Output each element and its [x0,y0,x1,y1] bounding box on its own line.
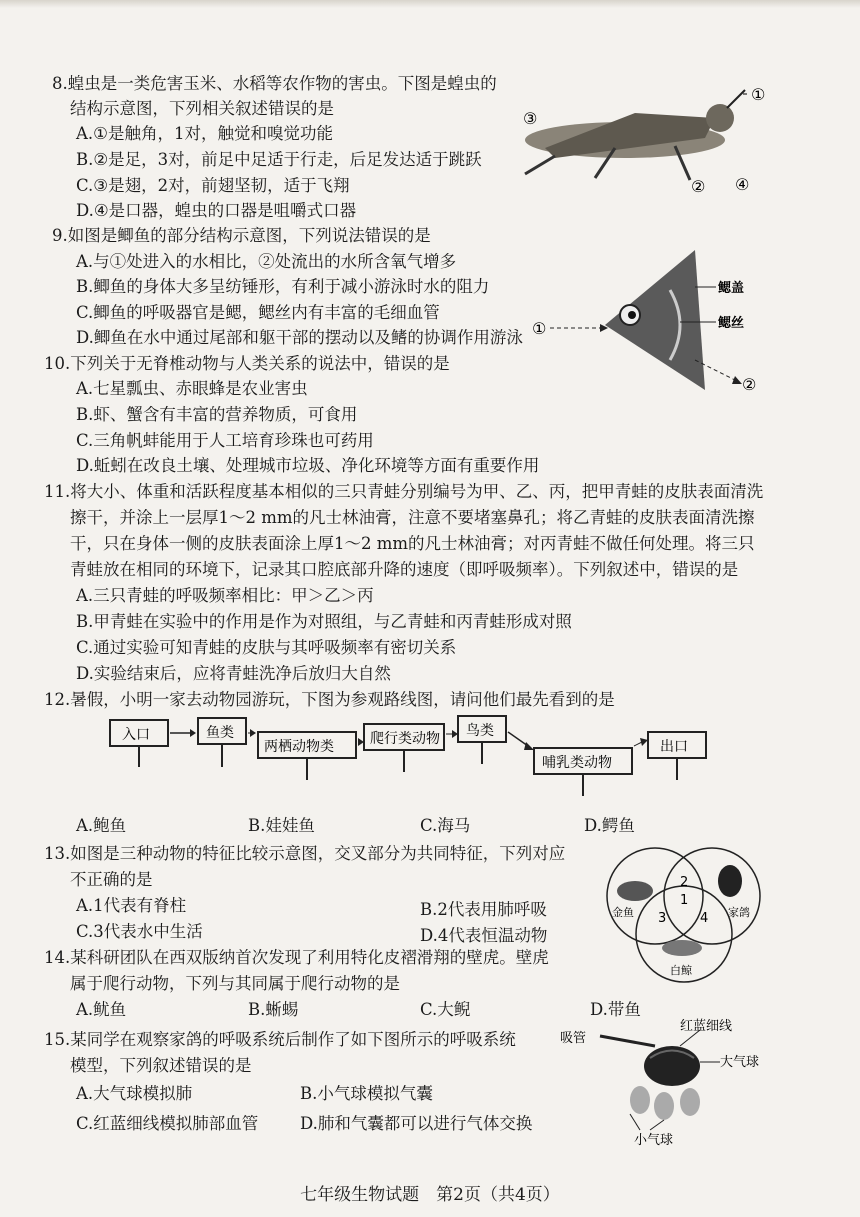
q13-option-c: C.3代表水中生活 [76,922,203,941]
locust-label-1: ① [751,85,766,104]
q9-option-d: D.鲫鱼在水中通过尾部和躯干部的摆动以及鳍的协调作用游泳 [76,328,523,347]
route-box-entrance [110,720,168,767]
svg-text:入口: 入口 [122,727,150,743]
svg-text:出口: 出口 [660,739,688,755]
q11-option-c: C.通过实验可知青蛙的皮肤与其呼吸频率有密切关系 [76,638,457,657]
breathing-model-figure [560,1018,780,1148]
dolphin-image [662,940,702,956]
q10-option-c: C.三角帆蚌能用于人工培育珍珠也可药用 [76,431,374,450]
q8-option-a: A.①是触角，1对，触觉和嗅觉功能 [76,124,333,143]
fish-head [605,250,705,390]
q15-option-d: D.肺和气囊都可以进行气体交换 [300,1114,533,1133]
route-box-amphibians [258,732,356,780]
locust-label-3: ③ [523,109,538,128]
venn-number-2: 2 [680,875,689,890]
q11-stem-line3: 干，只在身体一侧的皮肤表面涂上厚1～2 mm的凡士林油膏；对丙青蛙不做任何处理。将三只 [70,534,755,553]
venn-number-1: 1 [680,893,689,908]
q10-option-b: B.虾、蟹含有丰富的营养物质，可食用 [76,405,358,424]
q13-stem-line1: 13.如图是三种动物的特征比较示意图，交叉部分为共同特征，下列对应 [44,844,566,863]
venn-diagram [600,836,770,986]
small-balloon [630,1086,650,1114]
q15-option-a: A.大气球模拟肺 [76,1084,193,1103]
q12-option-b: B.娃娃鱼 [248,816,315,835]
q14-stem-line1: 14.某科研团队在西双版纳首次发现了利用特化皮褶滑翔的壁虎。壁虎 [44,948,549,967]
goldfish-image [617,881,653,901]
q8-option-b: B.②是足，3对，前足中足适于行走，后足发达适于跳跃 [76,150,482,169]
q9-option-b: B.鲫鱼的身体大多呈纺锤形，有利于减小游泳时水的阻力 [76,277,490,296]
q12-option-a: A.鲍鱼 [76,816,127,835]
venn-label-dolphin: 白鲸 [670,964,692,977]
q12-stem: 12.暑假，小明一家去动物园游玩，下图为参观路线图，请问他们最先看到的是 [44,690,615,709]
zoo-route-diagram [100,712,740,800]
q11-option-a: A.三只青蛙的呼吸频率相比：甲＞乙＞丙 [76,586,374,605]
svg-text:哺乳类动物: 哺乳类动物 [542,755,612,771]
svg-text:爬行类动物: 爬行类动物 [370,731,440,747]
q12-option-c: C.海马 [420,816,471,835]
straw-tube [600,1036,655,1046]
q15-stem-line1: 15.某同学在观察家鸽的呼吸系统后制作了如下图所示的呼吸系统 [44,1030,516,1049]
q11-option-d: D.实验结束后，应将青蛙洗净后放归大自然 [76,664,391,683]
locust-figure [515,78,775,198]
q9-option-c: C.鲫鱼的呼吸器官是鳃，鳃丝内有丰富的毛细血管 [76,303,440,322]
scan-top-edge [0,0,860,8]
q13-stem-line2: 不正确的是 [70,870,153,889]
q13-option-a: A.1代表有脊柱 [76,896,187,915]
q9-option-a: A.与①处进入的水相比，②处流出的水所含氧气增多 [76,252,457,271]
locust-head [706,104,734,132]
route-box-fish [198,718,246,767]
q11-stem-line2: 擦干，并涂上一层厚1～2 mm的凡士林油膏，注意不要堵塞鼻孔；将乙青蛙的皮肤表面清洗擦 [70,508,755,527]
fish-label-gill-cover: 鳃盖 [718,281,745,296]
route-box-exit [648,732,706,780]
route-box-mammals [534,748,632,796]
svg-text:鱼类: 鱼类 [206,725,234,741]
q12-option-d: D.鳄鱼 [584,816,635,835]
locust-label-2: ② [691,177,706,196]
venn-number-4: 4 [700,911,709,926]
svg-text:两栖动物类: 两栖动物类 [264,739,334,755]
label-small-balloon: 小气球 [634,1133,674,1148]
route-box-birds [458,716,506,764]
small-balloon [654,1092,674,1120]
q14-option-c: C.大鲵 [420,1000,471,1019]
venn-circle-pigeon [664,848,760,944]
fish-label-1: ① [532,319,547,338]
locust-label-4: ④ [735,175,750,194]
label-thread: 红蓝细线 [680,1019,733,1034]
label-large-balloon: 大气球 [720,1055,760,1070]
q9-stem: 9.如图是鲫鱼的部分结构示意图，下列说法错误的是 [52,226,431,245]
q15-option-b: B.小气球模拟气囊 [300,1084,433,1103]
large-balloon [644,1046,700,1086]
route-box-reptiles [364,724,444,772]
q8-option-c: C.③是翅，2对，前翅坚韧，适于飞翔 [76,176,350,195]
venn-label-pigeon: 家鸽 [728,906,750,919]
fish-label-gill-filament: 鳃丝 [718,316,745,331]
q13-option-b: B.2代表用肺呼吸 [420,900,547,919]
q8-stem-line1: 8.蝗虫是一类危害玉米、水稻等农作物的害虫。下图是蝗虫的 [52,74,497,93]
q11-stem-line4: 青蛙放在相同的环境下，记录其口腔底部升降的速度（即呼吸频率）。下列叙述中，错误的是 [70,560,739,579]
q10-stem: 10.下列关于无脊椎动物与人类关系的说法中，错误的是 [44,354,450,373]
q10-option-d: D.蚯蚓在改良土壤、处理城市垃圾、净化环境等方面有重要作用 [76,456,540,475]
q14-option-a: A.鱿鱼 [76,1000,127,1019]
small-balloon [680,1088,700,1116]
venn-number-3: 3 [658,911,667,926]
label-straw: 吸管 [560,1031,587,1046]
q14-option-b: B.蜥蜴 [248,1000,299,1019]
q15-stem-line2: 模型，下列叙述错误的是 [70,1056,252,1075]
q11-option-b: B.甲青蛙在实验中的作用是作为对照组，与乙青蛙和丙青蛙形成对照 [76,612,572,631]
q14-stem-line2: 属于爬行动物，下列与其同属于爬行动物的是 [70,974,400,993]
q15-option-c: C.红蓝细线模拟肺部血管 [76,1114,259,1133]
q14-option-d: D.带鱼 [590,1000,641,1019]
q13-option-d: D.4代表恒温动物 [420,926,548,945]
q8-option-d: D.④是口器，蝗虫的口器是咀嚼式口器 [76,201,357,220]
fish-label-2: ② [742,375,757,394]
q8-stem-line2: 结构示意图，下列相关叙述错误的是 [70,99,334,118]
pigeon-image [718,865,742,897]
q11-stem-line1: 11.将大小、体重和活跃程度基本相似的三只青蛙分别编号为甲、乙、丙，把甲青蛙的皮肤表面清洗 [44,482,764,501]
svg-text:鸟类: 鸟类 [466,723,494,739]
fish-gill-figure [530,240,770,400]
page-footer: 七年级生物试题 第2页（共4页） [300,1185,560,1205]
venn-label-goldfish: 金鱼 [612,906,634,919]
q10-option-a: A.七星瓢虫、赤眼蜂是农业害虫 [76,379,308,398]
